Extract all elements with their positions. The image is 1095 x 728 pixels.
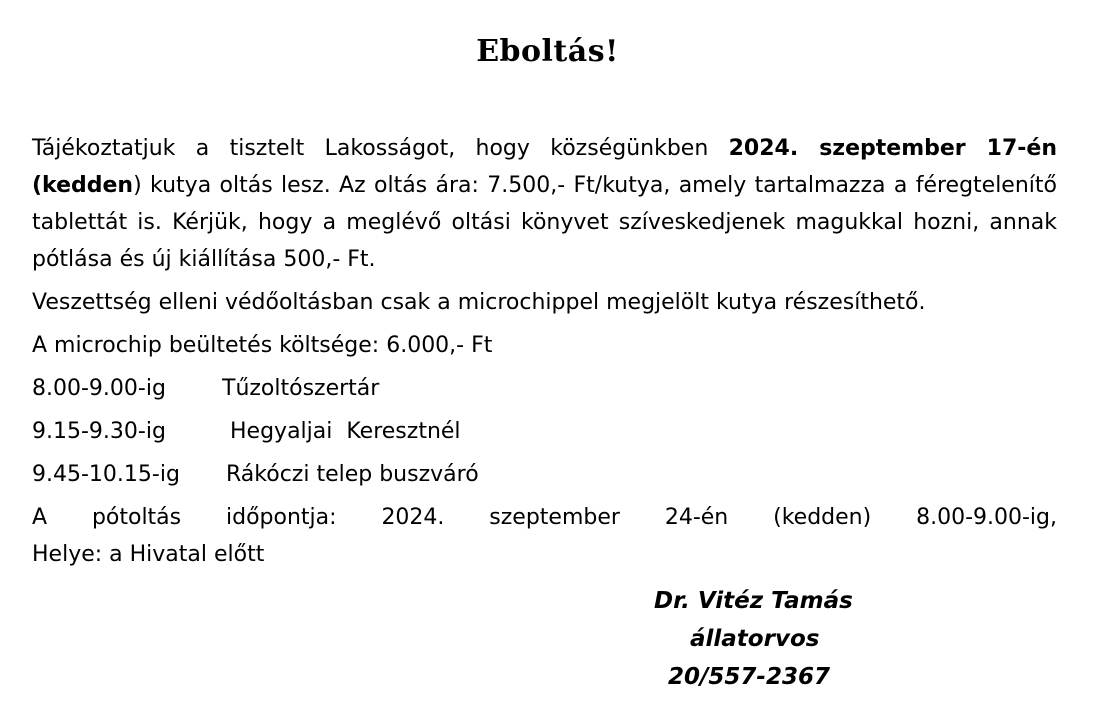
page-title: Eboltás! bbox=[476, 34, 619, 69]
intro-text-1: Tájékoztatjuk a tisztelt Lakosságot, hogy községünkben bbox=[32, 136, 729, 161]
signature-block bbox=[620, 582, 920, 696]
signature-name: Dr. Vitéz Tamás bbox=[654, 588, 853, 614]
schedule-row bbox=[32, 413, 1057, 450]
makeup-date-line bbox=[32, 499, 1057, 536]
makeup-word: szeptember bbox=[489, 505, 620, 530]
signature-role: állatorvos bbox=[690, 626, 820, 652]
makeup-word: időpontja: bbox=[226, 505, 337, 530]
vaccination-date: 2024. szeptember 17-én bbox=[728, 136, 1057, 161]
vaccination-day: (kedden bbox=[32, 173, 134, 198]
makeup-word: pótoltás bbox=[91, 505, 182, 530]
makeup-word: 8.00-9.00-ig, bbox=[916, 505, 1057, 530]
microchip-cost: A microchip beültetés költsége: 6.000,- Ft bbox=[32, 333, 493, 358]
schedule-place: Rákóczi telep buszváró bbox=[226, 462, 479, 487]
makeup-word: 24-én bbox=[664, 505, 729, 530]
schedule-time: 8.00-9.00-ig bbox=[32, 376, 166, 401]
makeup-word: 2024. bbox=[381, 505, 445, 530]
schedule-row bbox=[32, 370, 1057, 407]
makeup-word: A bbox=[32, 505, 48, 530]
schedule-time: 9.15-9.30-ig bbox=[32, 419, 166, 444]
rabies-note: Veszettség elleni védőoltásban csak a microchippel megjelölt kutya részesíthető. bbox=[32, 290, 926, 315]
intro-text-3: ) kutya oltás lesz. Az oltás ára: 7.500,- Ft/kutya, amely tartalmazza a féregtelenítő tablettát is. Kérjük, hogy a meglévő oltási könyvet szíveskedjenek magukkal hozni, annak pótlása és új kiállítása 500,- Ft. bbox=[32, 173, 1057, 272]
schedule-row bbox=[32, 456, 1057, 493]
schedule-place: Hegyaljai Keresztnél bbox=[230, 419, 461, 444]
schedule-place: Tűzoltószertár bbox=[222, 376, 380, 401]
makeup-word: (kedden) bbox=[773, 505, 872, 530]
makeup-location: Helye: a Hivatal előtt bbox=[32, 542, 265, 567]
signature-phone: 20/557-2367 bbox=[668, 664, 830, 690]
schedule-time: 9.45-10.15-ig bbox=[32, 462, 180, 487]
notice-body bbox=[32, 130, 1057, 579]
intro-paragraph bbox=[32, 130, 1057, 278]
